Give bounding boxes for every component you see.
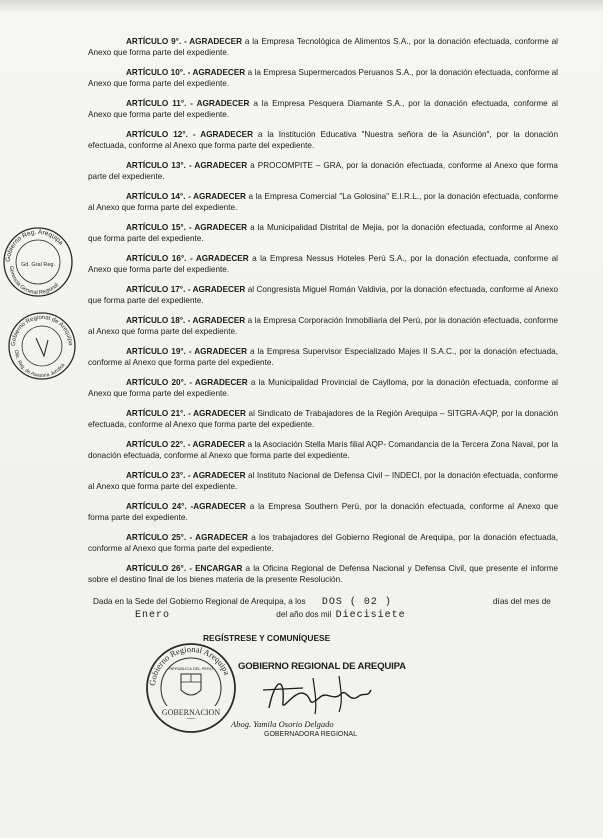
signature-name: Abog. Yamila Osorio Delgado bbox=[231, 719, 334, 729]
asesoria-ring-text bbox=[11, 315, 73, 346]
seal-main-label: GOBERNACION bbox=[161, 708, 221, 717]
article-24 bbox=[88, 501, 558, 523]
asesoria-stamp bbox=[6, 308, 82, 384]
article-text: a PROCOMPITE – GRA, por la donación efectuada, conforme al Anexo que forma parte del expediente. bbox=[88, 161, 558, 181]
day-handwritten: DOS ( 02 ) bbox=[321, 597, 392, 608]
seal-crest-text: REPÚBLICA DEL PERÚ bbox=[169, 666, 213, 671]
article-text: a la Asociación Stella Maris filial AQP- Comandancia de la Tercera Zona Naval, por la donación efectuada, conforme al Anexo que forma parte del expediente. bbox=[88, 440, 559, 460]
article-text: a la Municipalidad Distrital de Mejia, por la donación efectuada, conforme al Anexo que forma parte del expediente. bbox=[88, 223, 559, 243]
registrese-line: REGÍSTRESE Y COMUNÍQUESE bbox=[203, 633, 331, 643]
article-16 bbox=[88, 253, 558, 275]
article-lead: ARTÍCULO 11°. - AGRADECER bbox=[126, 99, 250, 108]
article-text: a la Empresa Southern Perú, por la donación efectuada, conforme al Anexo que forma parte del expediente. bbox=[88, 502, 558, 522]
article-text: a los trabajadores del Gobierno Regional de Arequipa, por la donación efectuada, conforme al Anexo que forma parte del expediente. bbox=[88, 533, 559, 553]
gerencia-sub-text bbox=[8, 266, 60, 296]
article-text: a la Municipalidad Provincial de Caylloma, por la donación efectuada, conforme al Anexo que forma parte del expediente. bbox=[88, 378, 559, 398]
article-text: al Sindicato de Trabajadores de la Región Arequipa – SITGRA-AQP, por la donación efectuada, conforme al Anexo que forma parte del expediente. bbox=[88, 409, 558, 429]
gobernacion-seal bbox=[143, 640, 239, 736]
dias-del-mes: días del mes de bbox=[493, 597, 551, 606]
article-text: a la Empresa Comercial "La Golosina" E.I.R.L., por la donación efectuada, conforme al Anexo que forma parte del expediente. bbox=[88, 192, 558, 212]
gerencia-ring-textpath: Gobierno Reg. Arequipa bbox=[4, 228, 65, 263]
article-11 bbox=[88, 98, 558, 120]
article-text: a la Empresa Supermercados Peruanos S.A., por la donación efectuada, conforme al Anexo que forma parte del expediente. bbox=[88, 68, 559, 88]
gerencia-stamp bbox=[2, 222, 80, 302]
year-handwritten: Diecisiete bbox=[335, 610, 406, 621]
article-text: a la Empresa Pesquera Diamante S.A., por la donación efectuada, conforme al Anexo que forma parte del expediente. bbox=[88, 99, 558, 119]
article-14 bbox=[88, 191, 558, 213]
signature-institution: GOBIERNO REGIONAL DE AREQUIPA bbox=[238, 661, 406, 672]
article-15 bbox=[88, 222, 558, 244]
article-23 bbox=[88, 470, 558, 492]
article-21 bbox=[88, 408, 558, 430]
article-text: a la Empresa Tecnológica de Alimentos S.A., por la donación efectuada, conforme al Anexo que forma parte del expediente. bbox=[88, 37, 558, 57]
gerencia-ring-text bbox=[5, 229, 65, 262]
article-10 bbox=[88, 67, 558, 89]
article-9 bbox=[88, 36, 558, 58]
article-19 bbox=[88, 346, 558, 368]
article-18 bbox=[88, 315, 558, 337]
article-lead: ARTÍCULO 12°. - AGRADECER bbox=[126, 130, 253, 139]
article-22 bbox=[88, 439, 558, 461]
article-text: al Congresista Miguel Román Valdivia, por la donación efectuada, conforme al Anexo que forma parte del expediente. bbox=[88, 285, 558, 305]
month-handwritten: Enero bbox=[135, 610, 171, 621]
gerencia-sub-textpath: Gerencia General Regional bbox=[7, 265, 60, 297]
article-lead: ARTÍCULO 22°. - AGRADECER bbox=[126, 440, 246, 449]
dada-prefix: Dada en la Sede del Gobierno Regional de Arequipa, a los bbox=[93, 597, 306, 606]
article-17 bbox=[88, 284, 558, 306]
article-20 bbox=[88, 377, 558, 399]
signature-role: GOBERNADORA REGIONAL bbox=[264, 731, 357, 738]
article-lead: ARTÍCULO 9°. - AGRADECER bbox=[126, 37, 243, 46]
article-text: a la Institución Educativa "Nuestra señora de la Asunción", por la donación efectuada, conforme al Anexo que forma parte del expediente. bbox=[88, 130, 559, 150]
asesoria-sub-textpath: Ofic. Reg. de Asesoría Jurídica bbox=[12, 349, 67, 380]
article-lead: ARTÍCULO 14°. - AGRADECER bbox=[126, 192, 246, 201]
handwritten-signature bbox=[255, 668, 375, 720]
article-13 bbox=[88, 160, 558, 182]
article-lead: ARTÍCULO 25°. - AGRADECER bbox=[126, 533, 248, 542]
article-lead: ARTÍCULO 19°. - AGRADECER bbox=[126, 347, 248, 356]
article-lead: ARTÍCULO 24°. -AGRADECER bbox=[126, 502, 246, 511]
article-text: al Instituto Nacional de Defensa Civil – INDECI, por la donación efectuada, conforme al Anexo que forma parte del expediente. bbox=[88, 471, 558, 491]
scan-top-edge bbox=[0, 0, 603, 12]
article-lead: ARTÍCULO 18°. - AGRADECER bbox=[126, 316, 246, 325]
seal-ring-textpath: Gobierno Regional Arequipa bbox=[147, 643, 233, 687]
article-text: a la Empresa Corporación Inmobiliaria del Perú, por la donación efectuada, conforme al Anexo que forma parte del expediente. bbox=[88, 316, 558, 336]
article-lead: ARTÍCULO 26°. - ENCARGAR bbox=[126, 564, 243, 573]
article-text: a la Empresa Nessus Hoteles Perú S.A., por la donación efectuada, conforme al Anexo que forma parte del expediente. bbox=[88, 254, 558, 274]
asesoria-ring-textpath: Gobierno Regional de Arequipa bbox=[10, 314, 74, 347]
gerencia-mark: Gd. Gral Reg. bbox=[21, 262, 55, 268]
dada-line bbox=[93, 596, 563, 621]
article-12 bbox=[88, 129, 558, 151]
article-lead: ARTÍCULO 16°. - AGRADECER bbox=[126, 254, 249, 263]
article-26 bbox=[88, 563, 558, 585]
article-25 bbox=[88, 532, 558, 554]
article-lead: ARTÍCULO 17°. - AGRADECER bbox=[126, 285, 246, 294]
article-text: a la Empresa Supervisor Especializado Majes II S.A.C., por la donación efectuada, conforme al Anexo que forma parte del expediente. bbox=[88, 347, 558, 367]
article-lead: ARTÍCULO 10°. - AGRADECER bbox=[126, 68, 246, 77]
del-ano: del año dos mil bbox=[276, 610, 332, 619]
article-lead: ARTÍCULO 21°. - AGRADECER bbox=[126, 409, 246, 418]
handwritten-initial-mark bbox=[36, 338, 48, 356]
article-text: a la Oficina Regional de Defensa Nacional y Defensa Civil, que presente el informe sobre el destino final de los bienes materia de la presente Resolución. bbox=[88, 564, 558, 584]
article-lead: ARTÍCULO 23°. - AGRADECER bbox=[126, 471, 246, 480]
article-lead: ARTÍCULO 15°. - AGRADECER bbox=[126, 223, 248, 232]
article-lead: ARTÍCULO 20°. - AGRADECER bbox=[126, 378, 248, 387]
article-lead: ARTÍCULO 13°. - AGRADECER bbox=[126, 161, 248, 170]
